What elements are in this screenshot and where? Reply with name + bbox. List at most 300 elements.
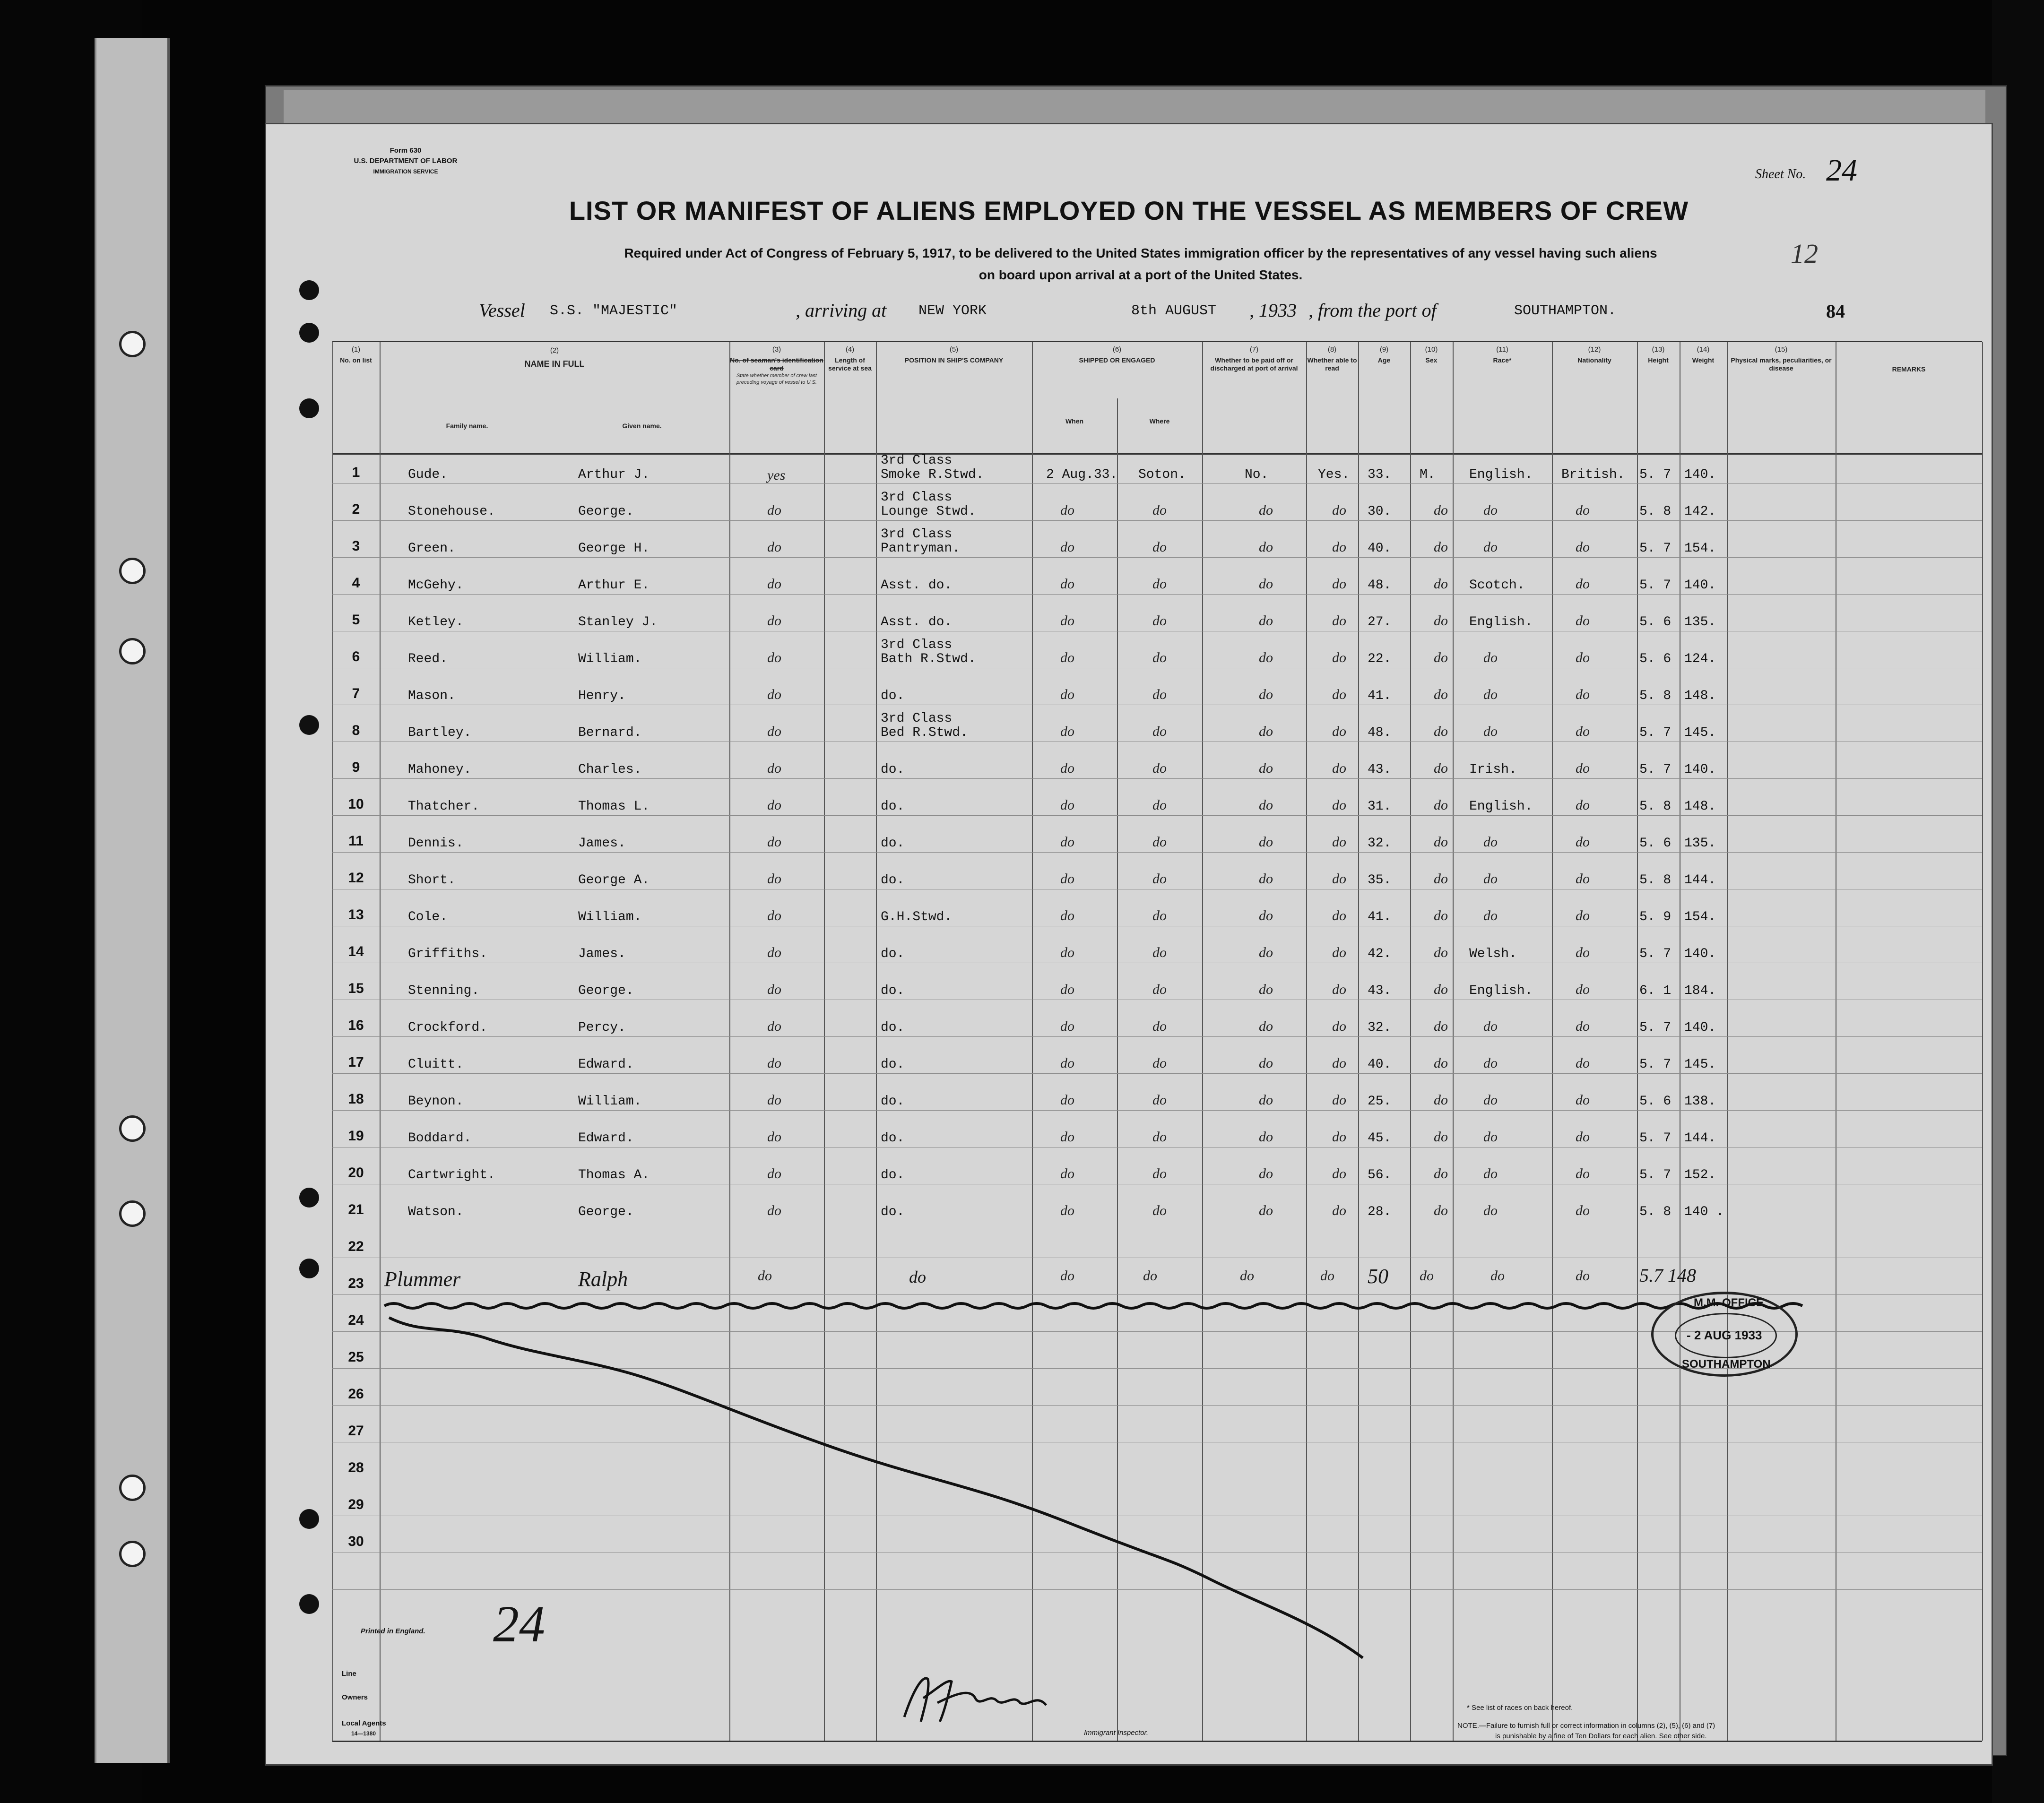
col-sub-given: Given name. bbox=[622, 422, 662, 430]
cell-family: Cole. bbox=[408, 910, 448, 924]
col-header-10: (10) Sex bbox=[1425, 345, 1438, 364]
cell-card: do bbox=[767, 834, 781, 850]
cell-read: do bbox=[1332, 1092, 1346, 1108]
cell-read: do bbox=[1332, 1203, 1346, 1218]
race-note: * See list of races on back hereof. bbox=[1467, 1704, 1573, 1712]
cell-height: 5. 7 bbox=[1639, 1057, 1672, 1072]
cell-sex: do bbox=[1434, 908, 1448, 923]
cell-race: do bbox=[1483, 1166, 1498, 1182]
cell-card: do bbox=[767, 1092, 781, 1108]
cell-read: do bbox=[1332, 613, 1346, 629]
department: U.S. DEPARTMENT OF LABOR bbox=[354, 157, 458, 165]
cell-age: 32. bbox=[1368, 836, 1392, 851]
cell-given: Percy. bbox=[578, 1020, 626, 1035]
cell-weight: 140. bbox=[1684, 1020, 1716, 1035]
cell-paid: do bbox=[1259, 871, 1273, 887]
cell-family: Short. bbox=[408, 873, 456, 888]
cell-when: do bbox=[1060, 945, 1074, 960]
cell-height: 5. 7 bbox=[1639, 762, 1672, 777]
cell-pos2: do. bbox=[881, 873, 905, 888]
cell-family: Stonehouse. bbox=[408, 504, 495, 519]
arrival-port: NEW YORK bbox=[918, 303, 987, 319]
cell-weight: 145. bbox=[1684, 725, 1716, 740]
cell-given: William. bbox=[578, 652, 642, 666]
col-header-12: (12) Nationality bbox=[1577, 345, 1611, 364]
cell-family: Mason. bbox=[408, 689, 456, 703]
cell-card: do bbox=[767, 1018, 781, 1034]
binder-hole bbox=[119, 638, 146, 664]
cell-paid: do bbox=[1259, 797, 1273, 813]
cell-pos1: 3rd Class bbox=[881, 453, 953, 468]
cell-family: Beynon. bbox=[408, 1094, 464, 1109]
handwritten-total: 24 bbox=[493, 1595, 545, 1653]
cell-where: do bbox=[1152, 1055, 1167, 1071]
cell-when: do bbox=[1060, 1166, 1074, 1182]
year-label: , 19 bbox=[1249, 300, 1278, 321]
hw-sex: do bbox=[1420, 1268, 1434, 1284]
cell-age: 41. bbox=[1368, 910, 1392, 924]
cell-when: 2 Aug.33. bbox=[1046, 467, 1118, 482]
cell-card: do bbox=[767, 797, 781, 813]
binder-hole bbox=[119, 1475, 146, 1501]
cell-weight: 135. bbox=[1684, 836, 1716, 851]
cell-weight: 124. bbox=[1684, 652, 1716, 666]
cell-nat: do bbox=[1576, 982, 1590, 997]
binder-hole bbox=[119, 331, 146, 357]
cell-given: George A. bbox=[578, 873, 650, 888]
cell-when: do bbox=[1060, 871, 1074, 887]
cell-family: Boddard. bbox=[408, 1131, 472, 1146]
row-number: 20 bbox=[348, 1165, 364, 1181]
col-sub-where: Where bbox=[1149, 417, 1170, 425]
cell-height: 5. 8 bbox=[1639, 799, 1672, 814]
cell-paid: do bbox=[1259, 908, 1273, 923]
cell-paid: do bbox=[1259, 539, 1273, 555]
row-number: 2 bbox=[352, 501, 360, 517]
cell-nat: do bbox=[1576, 613, 1590, 629]
cell-pos2: do. bbox=[881, 983, 905, 998]
cell-age: 48. bbox=[1368, 578, 1392, 593]
cell-where: do bbox=[1152, 945, 1167, 960]
cell-pos1: 3rd Class bbox=[881, 527, 953, 542]
cell-read: do bbox=[1332, 760, 1346, 776]
cell-given: Arthur J. bbox=[578, 467, 650, 482]
cell-race: do bbox=[1483, 908, 1498, 923]
cell-age: 30. bbox=[1368, 504, 1392, 519]
cell-paid: do bbox=[1259, 1203, 1273, 1218]
cell-pos2: do. bbox=[881, 1057, 905, 1072]
cell-nat: do bbox=[1576, 1166, 1590, 1182]
cell-sex: do bbox=[1434, 1129, 1448, 1145]
cell-pos1: 3rd Class bbox=[881, 638, 953, 652]
hw-when: do bbox=[1060, 1268, 1074, 1284]
cell-when: do bbox=[1060, 687, 1074, 702]
cell-paid: do bbox=[1259, 760, 1273, 776]
cell-where: do bbox=[1152, 650, 1167, 665]
cell-where: do bbox=[1152, 797, 1167, 813]
cell-where: do bbox=[1152, 1092, 1167, 1108]
cell-paid: do bbox=[1259, 724, 1273, 739]
cell-sex: do bbox=[1434, 1055, 1448, 1071]
cell-height: 5. 7 bbox=[1639, 1020, 1672, 1035]
cell-when: do bbox=[1060, 650, 1074, 665]
cell-when: do bbox=[1060, 760, 1074, 776]
note-line-1: NOTE.—Failure to furnish full or correct information in columns (2), (5), (6) and (7) bbox=[1457, 1722, 1715, 1730]
cell-height: 5. 7 bbox=[1639, 467, 1672, 482]
cell-card: do bbox=[767, 760, 781, 776]
cell-height: 5. 6 bbox=[1639, 652, 1672, 666]
cell-when: do bbox=[1060, 576, 1074, 592]
cell-card: do bbox=[767, 1203, 781, 1218]
cell-card: do bbox=[767, 1166, 781, 1182]
cell-read: do bbox=[1332, 650, 1346, 665]
cell-given: Edward. bbox=[578, 1131, 634, 1146]
cell-when: do bbox=[1060, 797, 1074, 813]
cell-age: 45. bbox=[1368, 1131, 1392, 1146]
row-number: 5 bbox=[352, 612, 360, 628]
cell-nat: do bbox=[1576, 871, 1590, 887]
col-header-remarks: REMARKS bbox=[1892, 365, 1926, 373]
cell-weight: 148. bbox=[1684, 799, 1716, 814]
cell-read: do bbox=[1332, 1018, 1346, 1034]
cell-sex: do bbox=[1434, 724, 1448, 739]
table-bottom-rule bbox=[332, 1741, 1982, 1742]
cell-race: do bbox=[1483, 1055, 1498, 1071]
cell-pos2: Pantryman. bbox=[881, 541, 961, 556]
cell-where: do bbox=[1152, 908, 1167, 923]
cell-read: do bbox=[1332, 576, 1346, 592]
cell-family: Watson. bbox=[408, 1205, 464, 1219]
cell-age: 56. bbox=[1368, 1168, 1392, 1182]
cell-where: do bbox=[1152, 724, 1167, 739]
cell-sex: do bbox=[1434, 760, 1448, 776]
cell-age: 25. bbox=[1368, 1094, 1392, 1109]
cell-card: do bbox=[767, 687, 781, 702]
cell-read: do bbox=[1332, 539, 1346, 555]
cell-given: Charles. bbox=[578, 762, 642, 777]
cell-when: do bbox=[1060, 539, 1074, 555]
cell-age: 43. bbox=[1368, 983, 1392, 998]
cell-given: Edward. bbox=[578, 1057, 634, 1072]
row-number: 22 bbox=[348, 1239, 364, 1254]
cell-weight: 142. bbox=[1684, 504, 1716, 519]
cell-family: Thatcher. bbox=[408, 799, 480, 814]
cell-nat: do bbox=[1576, 539, 1590, 555]
cell-age: 32. bbox=[1368, 1020, 1392, 1035]
cell-when: do bbox=[1060, 1203, 1074, 1218]
cell-read: do bbox=[1332, 834, 1346, 850]
cell-paid: do bbox=[1259, 687, 1273, 702]
row-number: 4 bbox=[352, 575, 360, 591]
cell-age: 42. bbox=[1368, 947, 1392, 961]
cell-sex: do bbox=[1434, 945, 1448, 960]
cell-given: George H. bbox=[578, 541, 650, 556]
cell-given: Stanley J. bbox=[578, 615, 658, 630]
cell-pos2: do. bbox=[881, 1131, 905, 1146]
handwritten-mark: 12 bbox=[1791, 238, 1818, 269]
cell-paid: do bbox=[1259, 1129, 1273, 1145]
cell-height: 5. 8 bbox=[1639, 689, 1672, 703]
row-number: 25 bbox=[348, 1349, 364, 1365]
cell-read: Yes. bbox=[1318, 467, 1350, 482]
col-header-14: (14) Weight bbox=[1692, 345, 1715, 364]
cell-sex: do bbox=[1434, 576, 1448, 592]
cell-height: 5. 7 bbox=[1639, 541, 1672, 556]
cell-weight: 152. bbox=[1684, 1168, 1716, 1182]
hw-card: do bbox=[758, 1268, 772, 1284]
sheet-label: Sheet No. bbox=[1755, 167, 1806, 181]
cell-height: 5. 7 bbox=[1639, 947, 1672, 961]
cell-age: 22. bbox=[1368, 652, 1392, 666]
cell-where: Soton. bbox=[1138, 467, 1186, 482]
cell-when: do bbox=[1060, 1018, 1074, 1034]
cell-paid: do bbox=[1259, 1055, 1273, 1071]
cell-card: do bbox=[767, 539, 781, 555]
hw-family: Plummer bbox=[384, 1268, 461, 1291]
cell-card: do bbox=[767, 908, 781, 923]
cell-height: 5. 8 bbox=[1639, 873, 1672, 888]
binder-hole bbox=[119, 1541, 146, 1567]
line-label: Line bbox=[342, 1670, 356, 1678]
cell-weight: 140. bbox=[1684, 947, 1716, 961]
col-sub-family: Family name. bbox=[446, 422, 488, 430]
subtitle-line-2: on board upon arrival at a port of the United States. bbox=[979, 267, 1303, 282]
cell-nat: do bbox=[1576, 1092, 1590, 1108]
cell-read: do bbox=[1332, 724, 1346, 739]
port-stamp bbox=[1651, 1292, 1798, 1377]
cell-pos2: do. bbox=[881, 1094, 905, 1109]
col-header-2: (2) NAME IN FULL bbox=[524, 346, 585, 369]
cell-weight: 154. bbox=[1684, 910, 1716, 924]
binder-hole bbox=[119, 1115, 146, 1142]
cell-height: 5. 7 bbox=[1639, 725, 1672, 740]
row-number: 24 bbox=[348, 1312, 364, 1328]
arriving-label: , arriving at bbox=[796, 300, 887, 321]
cell-read: do bbox=[1332, 687, 1346, 702]
sheet-number: 24 bbox=[1826, 153, 1857, 188]
cell-family: Ketley. bbox=[408, 615, 464, 630]
row-number: 13 bbox=[348, 907, 364, 923]
cell-paid: do bbox=[1259, 1092, 1273, 1108]
cell-sex: do bbox=[1434, 650, 1448, 665]
cell-card: yes bbox=[767, 467, 786, 483]
cell-where: do bbox=[1152, 687, 1167, 702]
cell-age: 35. bbox=[1368, 873, 1392, 888]
cell-race: do bbox=[1483, 1129, 1498, 1145]
cell-card: do bbox=[767, 576, 781, 592]
binder-strip bbox=[95, 38, 170, 1763]
cell-pos2: Bed R.Stwd. bbox=[881, 725, 968, 740]
cell-height: 5. 7 bbox=[1639, 578, 1672, 593]
manifest-page bbox=[265, 123, 1993, 1766]
col-header-11: (11) Race* bbox=[1493, 345, 1512, 364]
service: IMMIGRATION SERVICE bbox=[373, 168, 438, 175]
col-header-7: (7) Whether to be paid off or discharged at port of arrival bbox=[1210, 345, 1298, 372]
row-number: 9 bbox=[352, 759, 360, 775]
cell-sex: do bbox=[1434, 797, 1448, 813]
hw-read: do bbox=[1320, 1268, 1334, 1284]
cell-pos2: do. bbox=[881, 1020, 905, 1035]
cell-paid: do bbox=[1259, 982, 1273, 997]
stamp-top: M.M. OFFICE bbox=[1694, 1296, 1764, 1309]
col-header-3: (3) No. of seaman's identification card State whether member of crew last preceding voyage of vessel to U.S. bbox=[730, 345, 823, 385]
cell-pos2: Bath R.Stwd. bbox=[881, 652, 976, 666]
cell-weight: 154. bbox=[1684, 541, 1716, 556]
hw-paid: do bbox=[1240, 1268, 1254, 1284]
cell-read: do bbox=[1332, 871, 1346, 887]
cell-where: do bbox=[1152, 539, 1167, 555]
row-number: 11 bbox=[348, 833, 364, 849]
cell-pos2: do. bbox=[881, 799, 905, 814]
arrival-date: 8th AUGUST bbox=[1131, 303, 1217, 319]
cell-nat: do bbox=[1576, 650, 1590, 665]
page-title: LIST OR MANIFEST OF ALIENS EMPLOYED ON THE VESSEL AS MEMBERS OF CREW bbox=[569, 196, 1689, 225]
cell-nat: do bbox=[1576, 760, 1590, 776]
cell-height: 5. 8 bbox=[1639, 1205, 1672, 1219]
cell-family: Crockford. bbox=[408, 1020, 488, 1035]
cell-race: do bbox=[1483, 724, 1498, 739]
cell-card: do bbox=[767, 724, 781, 739]
vessel-name: S.S. "MAJESTIC" bbox=[550, 303, 678, 319]
binder-hole bbox=[119, 558, 146, 584]
cell-race: do bbox=[1483, 1018, 1498, 1034]
col-sub-when: When bbox=[1065, 417, 1084, 425]
cell-paid: do bbox=[1259, 650, 1273, 665]
cell-paid: do bbox=[1259, 576, 1273, 592]
hw-where: do bbox=[1143, 1268, 1157, 1284]
cell-card: do bbox=[767, 945, 781, 960]
cell-where: do bbox=[1152, 760, 1167, 776]
cell-when: do bbox=[1060, 613, 1074, 629]
cell-height: 6. 1 bbox=[1639, 983, 1672, 998]
row-number: 16 bbox=[348, 1018, 364, 1033]
cell-sex: do bbox=[1434, 502, 1448, 518]
cell-race: do bbox=[1483, 539, 1498, 555]
cell-pos1: 3rd Class bbox=[881, 490, 953, 505]
owners-label: Owners bbox=[342, 1693, 368, 1701]
cell-given: George. bbox=[578, 1205, 634, 1219]
row-number: 15 bbox=[348, 981, 364, 996]
cell-race: English. bbox=[1469, 983, 1533, 998]
row-number: 3 bbox=[352, 538, 360, 554]
inspector-label: Immigrant Inspector. bbox=[1084, 1729, 1149, 1737]
cell-when: do bbox=[1060, 502, 1074, 518]
cell-race: Irish. bbox=[1469, 762, 1517, 777]
cell-given: James. bbox=[578, 836, 626, 851]
cell-when: do bbox=[1060, 834, 1074, 850]
cell-age: 48. bbox=[1368, 725, 1392, 740]
cell-given: Thomas L. bbox=[578, 799, 650, 814]
cell-where: do bbox=[1152, 1203, 1167, 1218]
cell-sex: do bbox=[1434, 871, 1448, 887]
cell-pos2: do. bbox=[881, 762, 905, 777]
cell-age: 31. bbox=[1368, 799, 1392, 814]
cell-pos2: Smoke R.Stwd. bbox=[881, 467, 984, 482]
col-header-4: (4) Length of service at sea bbox=[828, 345, 872, 372]
cell-where: do bbox=[1152, 871, 1167, 887]
cell-paid: do bbox=[1259, 613, 1273, 629]
cell-height: 5. 9 bbox=[1639, 910, 1672, 924]
cell-race: do bbox=[1483, 650, 1498, 665]
cell-pos2: Asst. do. bbox=[881, 578, 953, 593]
row-number: 27 bbox=[348, 1423, 364, 1439]
cell-given: William. bbox=[578, 910, 642, 924]
cell-card: do bbox=[767, 650, 781, 665]
cell-sex: do bbox=[1434, 1203, 1448, 1218]
col-header-1: (1) No. on list bbox=[340, 345, 372, 364]
printed-in-england: Printed in England. bbox=[361, 1627, 425, 1635]
cell-weight: 140 . bbox=[1684, 1205, 1724, 1219]
cell-card: do bbox=[767, 502, 781, 518]
row-number: 21 bbox=[348, 1202, 364, 1217]
cell-where: do bbox=[1152, 502, 1167, 518]
cell-race: English. bbox=[1469, 615, 1533, 630]
row-number: 17 bbox=[348, 1054, 364, 1070]
cell-given: Thomas A. bbox=[578, 1168, 650, 1182]
col-header-6: (6) SHIPPED OR ENGAGED bbox=[1079, 345, 1155, 364]
cell-pos2: do. bbox=[881, 947, 905, 961]
cell-paid: do bbox=[1259, 945, 1273, 960]
row-number: 30 bbox=[348, 1534, 364, 1549]
cell-sex: do bbox=[1434, 539, 1448, 555]
cell-race: do bbox=[1483, 1092, 1498, 1108]
cell-nat: do bbox=[1576, 908, 1590, 923]
cell-age: 43. bbox=[1368, 762, 1392, 777]
cell-nat: do bbox=[1576, 724, 1590, 739]
cell-race: do bbox=[1483, 687, 1498, 702]
stamp-bottom: SOUTHAMPTON bbox=[1682, 1358, 1771, 1371]
row-number: 26 bbox=[348, 1386, 364, 1402]
cell-nat: do bbox=[1576, 502, 1590, 518]
cell-family: Cluitt. bbox=[408, 1057, 464, 1072]
cell-weight: 140. bbox=[1684, 467, 1716, 482]
cell-age: 28. bbox=[1368, 1205, 1392, 1219]
binder-hole bbox=[119, 1200, 146, 1227]
col-header-8: (8) Whether able to read bbox=[1307, 345, 1357, 372]
row-number: 10 bbox=[348, 796, 364, 812]
cell-family: McGehy. bbox=[408, 578, 464, 593]
row-number: 28 bbox=[348, 1460, 364, 1475]
cell-pos2: G.H.Stwd. bbox=[881, 910, 953, 924]
cell-given: Bernard. bbox=[578, 725, 642, 740]
cell-nat: do bbox=[1576, 945, 1590, 960]
year-value: 33 bbox=[1278, 300, 1297, 321]
cell-given: George. bbox=[578, 504, 634, 519]
cell-card: do bbox=[767, 982, 781, 997]
cell-nat: do bbox=[1576, 1203, 1590, 1218]
stamp-date: - 2 AUG 1933 bbox=[1687, 1328, 1762, 1342]
cell-age: 41. bbox=[1368, 689, 1392, 703]
cell-pos2: do. bbox=[881, 1168, 905, 1182]
cell-where: do bbox=[1152, 576, 1167, 592]
cell-where: do bbox=[1152, 1166, 1167, 1182]
cell-weight: 135. bbox=[1684, 615, 1716, 630]
cell-height: 5. 6 bbox=[1639, 836, 1672, 851]
cell-height: 5. 8 bbox=[1639, 504, 1672, 519]
from-label: , from the port of bbox=[1308, 300, 1437, 321]
cell-weight: 145. bbox=[1684, 1057, 1716, 1072]
cell-nat: British. bbox=[1561, 467, 1625, 482]
cell-read: do bbox=[1332, 1055, 1346, 1071]
cell-paid: do bbox=[1259, 1018, 1273, 1034]
cell-where: do bbox=[1152, 1018, 1167, 1034]
col-header-5: (5) POSITION IN SHIP'S COMPANY bbox=[904, 345, 1004, 364]
cell-family: Mahoney. bbox=[408, 762, 472, 777]
cell-weight: 138. bbox=[1684, 1094, 1716, 1109]
cell-card: do bbox=[767, 1129, 781, 1145]
cell-when: do bbox=[1060, 1129, 1074, 1145]
cell-family: Reed. bbox=[408, 652, 448, 666]
